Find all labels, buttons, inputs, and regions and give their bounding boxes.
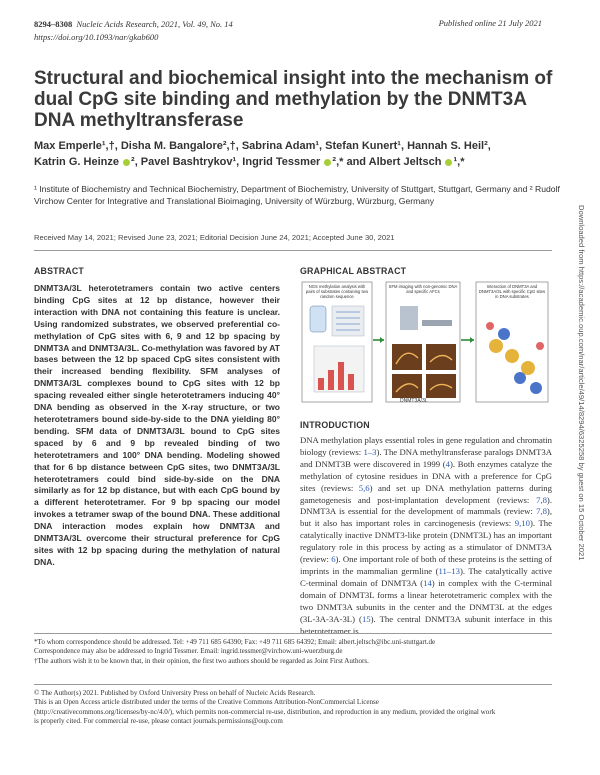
reference-link[interactable]: 4 [445, 458, 451, 469]
intro-text-segment: DNA methylation plays essential roles in gene regulation and chromatin biology (reviews: [300, 435, 552, 457]
running-header [34, 18, 334, 44]
reference-link[interactable]: 7,8 [536, 506, 547, 517]
abstract-heading: ABSTRACT [34, 266, 84, 276]
correspondence-note-2: Correspondence may also be addressed to Ingrid Tessmer. Email: ingrid.tessmer@virchow.uni-wuerzburg.de [34, 647, 343, 656]
doi-link[interactable]: https://doi.org/10.1093/nar/gkab600 [34, 32, 159, 42]
author-list [34, 138, 574, 170]
orcid-icon[interactable] [324, 159, 331, 166]
reference-link[interactable]: 11–13 [438, 565, 460, 576]
abstract-body: DNMT3A/3L heterotetramers contain two active centers binding CpG sites at 12 bp distance, however their interaction with DNA not containing this feature is unclear. Using randomized substrates, we observed preferential co-methylation of CpG sites with 6, 9 and 12 bp spacing by DNMT3A and DNMT3A/3L. Co-methylation was favored by AT bases between the 12 bp spaced CpG sites consistent with their increased bending flexibility. SFM analyses of DNMT3A/3L complexes bound to CpG sites with 12 bp spacing revealed either single heterotetramers inducing 40° DNA bending as observed in the X-ray structure, or two heterotetramers bound side-by-side to the DNA yielding 80° bending. SFM data of DNMT3A/3L bound to CpG sites spaced by 6 and 9 bp revealed binding of two heterotetramers and 100° DNA bending. Modeling showed that for 6 bp distance between CpG sites, two DNMT3A/3L heterotetramers could bind side-by-side on the DNA similarly as for 12 bp distance, but with each CpG bound by a different heterotetramer. For 9 bp spacing our model invokes a tetramer swap of the bound DNA. These additional DNA interaction modes explain how DNMT3A and DNMT3A/3L overcome their structural preference for CpG sites with 12 bp spacing during the methylation of natural DNA. [34, 283, 280, 567]
affiliations: ¹ Institute of Biochemistry and Technical Biochemistry, Department of Biochemistry, University of Stuttgart, Stuttgart, Germany and ² Rudolf Virchow Center for Integrative and Translational Bioimaging, University of Würzburg, Würzburg, Germany [34, 184, 560, 206]
orcid-icon[interactable] [123, 159, 130, 166]
reference-link[interactable]: 1–3 [363, 446, 377, 457]
footnotes [34, 638, 554, 666]
license-notice: © The Author(s) 2021. Published by Oxford University Press on behalf of Nucleic Acids Research. This is an Open Access article distributed under the terms of the Creative Commons Attribution-NonCommercial License (http://creativecommons.org/licenses/by-nc/4.0/), which permits non-commercial re-use, distribution, and reproduction in any medium, provided the original work is properly cited. For commercial re-use, please contact journals.permissions@oup.com [34, 689, 496, 726]
license-divider [34, 684, 552, 685]
intro-text-segment: ). Both enzymes catalyze the methylation of cytosine residues in DNA with a preference for CpG sites (reviews: [300, 458, 553, 493]
article-title: Structural and biochemical insight into the mechanism of dual CpG site binding and methylation by the DNMT3A DNA methyltransferase [34, 68, 553, 131]
reference-link[interactable]: 15 [361, 613, 371, 624]
intro-text-segment: ). The central DNMT3A subunit interface in this heterotetramer is [300, 613, 552, 636]
divider [34, 250, 552, 251]
reference-link[interactable]: 14 [423, 577, 432, 588]
reference-link[interactable]: 5,6 [358, 482, 370, 493]
authors-line-1: Max Emperle¹,†, Disha M. Bangalore²,†, Sabrina Adam¹, Stefan Kunert¹, Hannah S. Heil², [34, 140, 491, 152]
footnote-divider [34, 633, 552, 634]
intro-text-segment: ). The catalytically active C-terminal domain of DNMT3A ( [300, 565, 552, 588]
intro-text-segment: ) and set up DNA methylation patterns during gametogenesis and post-implantation development (reviews: [300, 482, 552, 505]
graphical-abstract-svg [300, 276, 552, 408]
authors-line-2: Katrin G. Heinze ², Pavel Bashtrykov¹, Ingrid Tessmer ²,* and Albert Jeltsch ¹,* [34, 156, 465, 168]
ga-panel-1-caption: NGS methylation analysis with pairs of substrates containing two random sequence [305, 284, 369, 299]
intro-text-segment: ). DNMT3A is essential for the development of mammals (review: [300, 494, 552, 517]
ga-gel-label: DNMT3A/3L [400, 398, 428, 404]
reference-link[interactable]: 9,10 [514, 518, 530, 529]
intro-text-segment: ). One important role of both of these proteins is the setting of imprints in the mammalian germline ( [300, 554, 552, 576]
graphical-abstract-figure [300, 276, 552, 408]
published-date: Published online 21 July 2021 [438, 18, 542, 28]
reference-link[interactable]: 6 [331, 554, 336, 565]
intro-text-segment: ), but it also has important roles in carcinogenesis (reviews: [300, 506, 552, 529]
page-range: 8294–8308 [34, 19, 73, 29]
reference-link[interactable]: 7,8 [536, 494, 547, 505]
intro-text-segment: ). The DNA methyltransferase paralogs DNMT3A and DNMT3B were discovered in 1999 ( [300, 446, 552, 469]
correspondence-note: *To whom correspondence should be addressed. Tel: +49 711 685 64390; Fax: +49 711 685 64392; Email: albert.jeltsch@ibc.uni-stuttgart.de [34, 638, 436, 646]
ga-panel-2-caption: SFM imaging with non-genomic DNA and specific AFCs [388, 284, 458, 294]
journal-citation: Nucleic Acids Research, 2021, Vol. 49, No. 14 [76, 19, 233, 29]
download-sidebar [574, 205, 588, 585]
intro-text-segment: ). The catalytically inactive DNMT3-like protein (DNMT3L) has an important regulatory role in this process by acting as a stimulator of DNMT3A (review: [300, 518, 552, 565]
introduction-body [300, 435, 552, 637]
intro-text-segment: ) in complex with the C-terminal domain of DNMT3L forms a linear heterotetrameric complex with the two DNMT3A subunits in the center and the DNMT3L at the edges (3L-3A-3A-3L) ( [300, 577, 552, 624]
download-notice: Downloaded from https://academic.oup.com/nar/article/49/14/8294/6325258 by guest on 15 October 2021 [577, 205, 586, 561]
joint-authors-note: †The authors wish it to be known that, in their opinion, the first two authors should be regarded as Joint First Authors. [34, 656, 369, 665]
received-dates: Received May 14, 2021; Revised June 23, 2021; Editorial Decision June 24, 2021; Accepted June 30, 2021 [34, 233, 395, 242]
graphical-abstract-heading: GRAPHICAL ABSTRACT [300, 266, 407, 276]
ga-panel-3-caption: Interaction of DNMT3A and DNMT3A/3L with specific CpG sites in DNA substrates [478, 284, 546, 299]
orcid-icon[interactable] [445, 159, 452, 166]
introduction-heading: INTRODUCTION [300, 420, 370, 430]
